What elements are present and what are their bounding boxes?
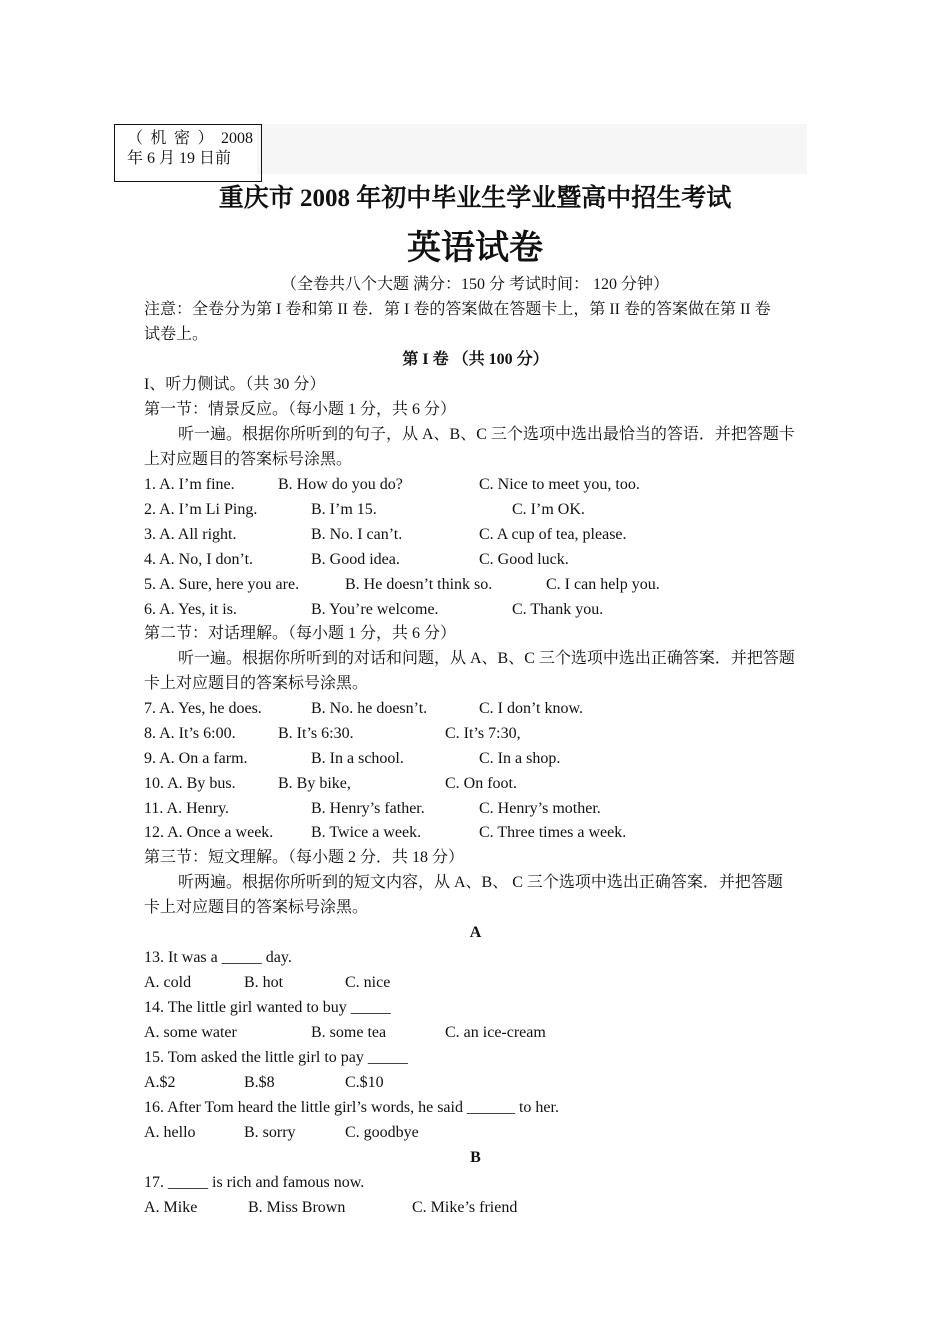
option-c: C. an ice-cream: [445, 1024, 546, 1041]
question-3: [144, 522, 807, 547]
option-b: B. Twice a week.: [311, 824, 422, 841]
question-11: [144, 796, 807, 821]
question-14-options: [144, 1020, 807, 1045]
question-12: [144, 820, 807, 845]
option-a: 8. A. It’s 6:00.: [144, 725, 236, 742]
question-5: [144, 572, 807, 597]
option-a: 1. A. I’m fine.: [144, 476, 235, 493]
question-17-options: [144, 1195, 807, 1220]
option-c: C. On foot.: [445, 775, 517, 792]
option-b: B. I’m 15.: [311, 501, 377, 518]
option-c: C. In a shop.: [479, 750, 561, 767]
question-7: [144, 696, 807, 721]
option-c: C. I’m OK.: [512, 501, 585, 518]
question-13-options: [144, 970, 807, 995]
option-b: B. some tea: [311, 1024, 387, 1041]
confidential-box: （ 机 密 ） 2008 年 6 月 19 日前: [114, 124, 262, 182]
option-b: B. In a school.: [311, 750, 404, 767]
question-9: [144, 746, 807, 771]
sec1-instruction-1: 听一遍。根据你所听到的句子，从 A、B、C 三个选项中选出最恰当的答语．并把答题卡: [178, 426, 795, 443]
option-c: C. Good luck.: [479, 551, 569, 568]
option-c: C. Thank you.: [512, 601, 604, 618]
option-b: B. How do you do?: [278, 476, 403, 493]
option-b: B. hot: [244, 974, 284, 991]
notice-line-1: 注意：全卷分为第 I 卷和第 II 卷．第 I 卷的答案做在答题卡上，第 II 卷的答案做在第 II 卷: [144, 301, 771, 318]
sec3-instruction-1: 听两遍。根据你所听到的短文内容，从 A、B、 C 三个选项中选出正确答案．并把答题: [178, 874, 783, 891]
option-a: 6. A. Yes, it is.: [144, 601, 237, 618]
option-a: A.$2: [144, 1074, 176, 1091]
option-b: B. sorry: [244, 1124, 296, 1141]
option-b: B. You’re welcome.: [311, 601, 439, 618]
question-2: [144, 497, 807, 522]
question-17: 17. _____ is rich and famous now.: [144, 1174, 365, 1191]
option-c: C. nice: [345, 974, 391, 991]
option-a: 4. A. No, I don’t.: [144, 551, 254, 568]
option-a: 5. A. Sure, here you are.: [144, 576, 300, 593]
question-15-options: [144, 1070, 807, 1095]
option-a: 11. A. Henry.: [144, 800, 230, 817]
notice-line-2: 试卷上。: [144, 326, 209, 343]
part-heading: 第 I 卷 （共 100 分）: [402, 351, 549, 368]
sec3-instruction-2: 卡上对应题目的答案标号涂黑。: [144, 899, 369, 916]
option-a: A. cold: [144, 974, 192, 991]
question-4: [144, 547, 807, 572]
option-c: C. I don’t know.: [479, 700, 583, 717]
option-c: C. Henry’s mother.: [479, 800, 601, 817]
exam-meta: （全卷共八个大题 满分：150 分 考试时间： 120 分钟）: [280, 276, 669, 293]
option-b: B. Henry’s father.: [311, 800, 425, 817]
option-b: B. By bike,: [278, 775, 351, 792]
option-c: C. Mike’s friend: [412, 1199, 518, 1216]
option-a: A. Mike: [144, 1199, 198, 1216]
option-c: C. A cup of tea, please.: [479, 526, 627, 543]
option-b: B. Good idea.: [311, 551, 400, 568]
sec2-instruction-2: 卡上对应题目的答案标号涂黑。: [144, 675, 369, 692]
option-a: 2. A. I’m Li Ping.: [144, 501, 258, 518]
option-c: C. I can help you.: [546, 576, 660, 593]
sec3-title: 第三节：短文理解。（每小题 2 分．共 18 分）: [144, 849, 465, 866]
header-shade: [257, 124, 807, 174]
option-b: B. He doesn’t think so.: [345, 576, 493, 593]
option-b: B. No. I can’t.: [311, 526, 403, 543]
option-a: 12. A. Once a week.: [144, 824, 274, 841]
sec2-title: 第二节：对话理解。（每小题 1 分，共 6 分）: [144, 625, 457, 642]
sec2-instruction-1: 听一遍。根据你所听到的对话和问题，从 A、B、C 三个选项中选出正确答案．并把答题: [178, 650, 795, 667]
option-c: C. Three times a week.: [479, 824, 627, 841]
passage-a-label: A: [469, 924, 482, 941]
option-b: B. Miss Brown: [248, 1199, 346, 1216]
question-16: 16. After Tom heard the little girl’s words, he said ______ to her.: [144, 1099, 559, 1116]
passage-b-label: B: [470, 1149, 481, 1166]
option-a: 9. A. On a farm.: [144, 750, 248, 767]
sec1-instruction-2: 上对应题目的答案标号涂黑。: [144, 451, 353, 468]
option-c: C. It’s 7:30,: [445, 725, 521, 742]
option-b: B. It’s 6:30.: [278, 725, 354, 742]
option-c: C. goodbye: [345, 1124, 419, 1141]
option-a: A. some water: [144, 1024, 237, 1041]
question-16-options: [144, 1120, 807, 1145]
option-a: A. hello: [144, 1124, 196, 1141]
option-c: C. Nice to meet you, too.: [479, 476, 640, 493]
option-a: 10. A. By bus.: [144, 775, 236, 792]
question-13: 13. It was a _____ day.: [144, 949, 292, 966]
question-15: 15. Tom asked the little girl to pay _____: [144, 1049, 408, 1066]
question-6: [144, 597, 807, 622]
option-a: 3. A. All right.: [144, 526, 237, 543]
option-a: 7. A. Yes, he does.: [144, 700, 262, 717]
question-14: 14. The little girl wanted to buy _____: [144, 999, 391, 1016]
question-10: [144, 771, 807, 796]
exam-subject-title: 英语试卷: [407, 230, 543, 267]
exam-title: 重庆市 2008 年初中毕业生学业暨高中招生考试: [218, 185, 732, 212]
option-b: B. No. he doesn’t.: [311, 700, 428, 717]
option-c: C.$10: [345, 1074, 384, 1091]
question-8: [144, 721, 807, 746]
option-b: B.$8: [244, 1074, 275, 1091]
question-1: [144, 472, 807, 497]
section-heading: I、听力侧试。（共 30 分）: [144, 376, 326, 393]
sec1-title: 第一节：情景反应。（每小题 1 分，共 6 分）: [144, 401, 457, 418]
